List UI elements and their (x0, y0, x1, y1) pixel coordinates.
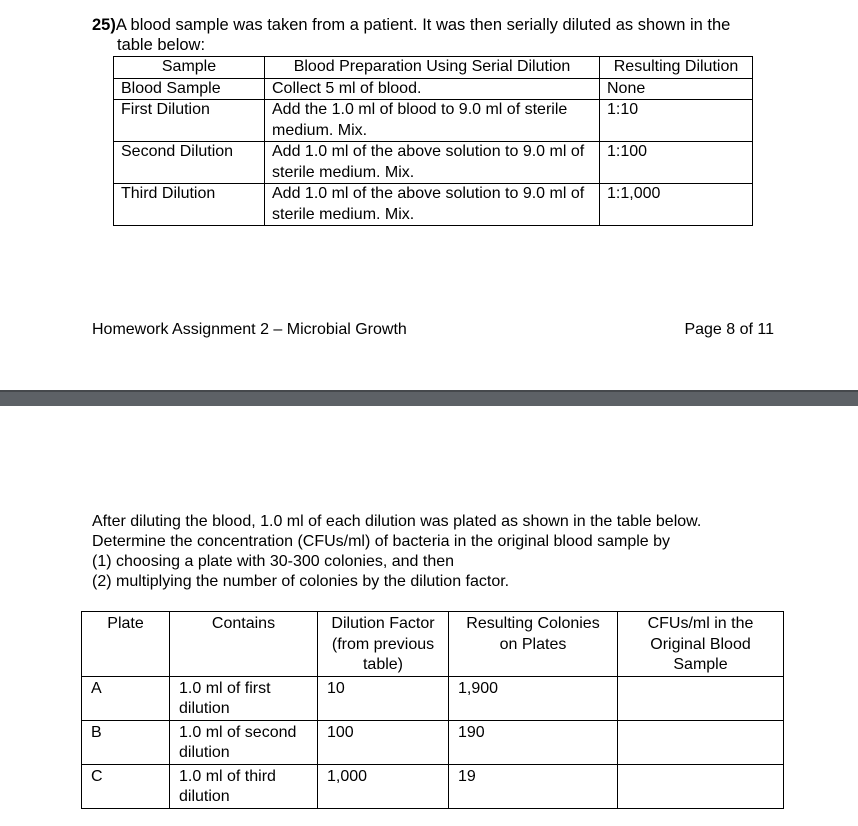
plate-cell: A (82, 676, 170, 720)
cfus-cell[interactable] (618, 676, 784, 720)
contains-cell: 1.0 ml of second dilution (170, 720, 318, 764)
colonies-cell: 1,900 (449, 676, 618, 720)
table-header-row (82, 612, 784, 677)
plate-cell: C (82, 764, 170, 808)
table-row (114, 100, 753, 142)
instruction-line: Determine the concentration (CFUs/ml) of bacteria in the original blood sample by (92, 533, 671, 550)
cfus-cell[interactable] (618, 720, 784, 764)
question-line-1: A blood sample was taken from a patient. It was then serially diluted as shown in the (115, 16, 731, 34)
plate-cell: B (82, 720, 170, 764)
cfus-cell[interactable] (618, 764, 784, 808)
colonies-cell: 190 (449, 720, 618, 764)
table-row (82, 764, 784, 808)
table-row (114, 184, 753, 226)
contains-cell: 1.0 ml of first dilution (170, 676, 318, 720)
sample-cell: Blood Sample (114, 78, 265, 100)
sample-cell: First Dilution (114, 100, 265, 142)
instructions (92, 512, 832, 592)
dilution-cell: None (600, 78, 753, 100)
header-preparation: Blood Preparation Using Serial Dilution (265, 57, 600, 79)
header-resulting-colonies: Resulting Colonies on Plates (449, 612, 618, 677)
preparation-cell: Add 1.0 ml of the above solution to 9.0 ml of sterile medium. Mix. (265, 142, 600, 184)
instruction-line: (1) choosing a plate with 30-300 colonies, and then (92, 553, 455, 570)
page-separator (0, 390, 858, 406)
dilution-cell: 1:1,000 (600, 184, 753, 226)
dilution-factor-cell: 10 (318, 676, 449, 720)
dilution-cell: 1:100 (600, 142, 753, 184)
dilution-cell: 1:10 (600, 100, 753, 142)
header-plate: Plate (82, 612, 170, 677)
header-cfus: CFUs/ml in the Original Blood Sample (618, 612, 784, 677)
dilution-table (113, 56, 753, 226)
header-contains: Contains (170, 612, 318, 677)
table-row (82, 676, 784, 720)
footer-page-number: Page 8 of 11 (684, 321, 774, 338)
preparation-cell: Add 1.0 ml of the above solution to 9.0 ml of sterile medium. Mix. (265, 184, 600, 226)
preparation-cell: Collect 5 ml of blood. (265, 78, 600, 100)
instruction-line: After diluting the blood, 1.0 ml of each dilution was plated as shown in the table below. (92, 513, 702, 530)
colonies-cell: 19 (449, 764, 618, 808)
sample-cell: Third Dilution (114, 184, 265, 226)
page-top (0, 0, 858, 390)
table-row (82, 720, 784, 764)
question-text (92, 15, 792, 55)
sample-cell: Second Dilution (114, 142, 265, 184)
table-row (114, 78, 753, 100)
dilution-factor-cell: 1,000 (318, 764, 449, 808)
instruction-line: (2) multiplying the number of colonies by the dilution factor. (92, 573, 510, 590)
table-row (114, 142, 753, 184)
question-number: 25) (92, 16, 116, 34)
footer-title: Homework Assignment 2 – Microbial Growth (92, 321, 407, 338)
question-line-2: table below: (117, 36, 206, 54)
contains-cell: 1.0 ml of third dilution (170, 764, 318, 808)
header-resulting-dilution: Resulting Dilution (600, 57, 753, 79)
header-sample: Sample (114, 57, 265, 79)
plate-table (81, 611, 784, 809)
header-dilution-factor: Dilution Factor (from previous table) (318, 612, 449, 677)
table-header-row (114, 57, 753, 79)
dilution-factor-cell: 100 (318, 720, 449, 764)
preparation-cell: Add the 1.0 ml of blood to 9.0 ml of sterile medium. Mix. (265, 100, 600, 142)
